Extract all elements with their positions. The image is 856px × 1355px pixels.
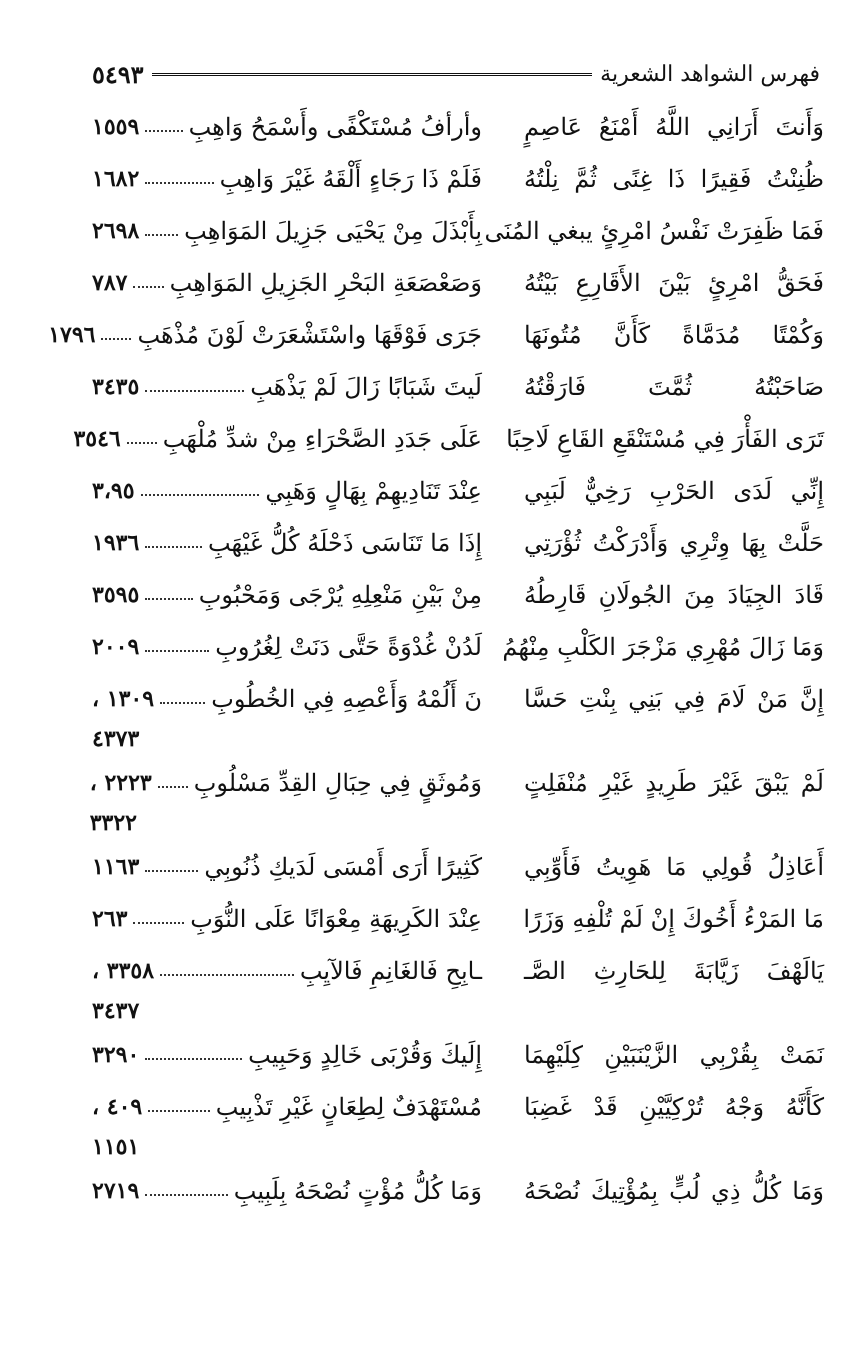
reference-number-continued: ١١٥١: [92, 1134, 140, 1160]
reference-number: ١٩٣٦: [92, 530, 140, 556]
dot-leader: [145, 390, 244, 392]
second-hemistich: لَيتَ شَبَابًا زَالَ لَمْ يَذْهَبِ: [250, 373, 482, 401]
reference-number: ٢٦٣: [92, 906, 128, 932]
index-entry: [92, 372, 824, 402]
second-hemistich-line: [92, 372, 482, 402]
second-hemistich: لَدُنْ غُدْوَةً حَتَّى دَنَتْ لِغُرُوبِ: [215, 633, 482, 661]
first-hemistich: ظُنِنْتُ فَقِيرًا ذَا غِنًى ثُمَّ نِلْتُهُ: [524, 165, 824, 193]
first-hemistich: إِنِّي لَدَى الحَرْبِ رَخِيٌّ لَبَبِي: [524, 477, 824, 505]
index-entry: [48, 320, 824, 350]
second-hemistich: مِنْ بَيْنِ مَنْعِلِهِ يُرْجَى وَمَحْبُوبِ: [198, 581, 482, 609]
first-hemistich: تَرَى الفَأْرَ فِي مُسْتَنْقَعِ القَاعِ لَاحِبًا: [506, 425, 824, 453]
index-entry: [92, 216, 824, 246]
second-hemistich: إِلَيكَ وَقُرْبَى خَالِدٍ وَحَبِيبِ: [248, 1041, 482, 1069]
index-entry: [92, 904, 824, 934]
dot-leader: [148, 1110, 210, 1112]
first-hemistich: فَمَا ظَفِرَتْ نَفْسُ امْرِئٍ يبغي المُنَى: [484, 217, 824, 245]
reference-number: ٢٧١٩: [92, 1178, 140, 1204]
second-hemistich-cell: [92, 476, 482, 506]
first-hemistich: حَلَّتْ بِهَا وِتْرِي وَأَدْرَكْتُ ثُؤْرَتِي: [524, 529, 824, 557]
first-hemistich: كَأَنَّهُ وَجْهُ تُرْكِيَّيْنِ قَدْ غَضِبَا: [524, 1093, 824, 1121]
second-hemistich: ـابِحِ فَالغَانِمِ فَالآيِبِ: [299, 957, 482, 985]
second-hemistich: وَمُوثَقٍ فِي حِبَالِ القِدِّ مَسْلُوبِ: [193, 769, 482, 797]
second-hemistich-line: [92, 476, 482, 506]
reference-number: ٤٠٩ ،: [92, 1094, 143, 1120]
second-hemistich-cell: [92, 684, 482, 754]
second-hemistich-cell: [73, 424, 482, 454]
second-hemistich-cell: [90, 768, 482, 838]
second-hemistich-line: [73, 424, 482, 454]
first-hemistich: فَحَقُّ امْرِئٍ بَيْنَ الأَقَارِعِ بَيْتُهُ: [524, 269, 824, 297]
second-hemistich-line: [92, 164, 482, 194]
dot-leader: [158, 786, 188, 788]
index-entry: [92, 632, 824, 662]
first-hemistich: نَمَتْ بِقُرْبِي الزَّيْنَبَيْنِ كِلَيْهِمَا: [524, 1041, 824, 1069]
page-header: [92, 58, 820, 90]
second-hemistich-cell: [92, 268, 482, 298]
second-hemistich: كَثِيرًا أَرَى أَمْسَى لَدَيكِ ذُنُوبِي: [204, 853, 482, 881]
first-hemistich: أَعَاذِلُ قُولِي مَا هَوِيتُ فَأَوِّبِي: [524, 853, 824, 881]
second-hemistich-line: [92, 112, 482, 142]
first-hemistich: مَا المَرْءُ أَخُوكَ إِنْ لَمْ تُلْفِهِ وَزَرًا: [523, 905, 824, 933]
index-entry: [92, 528, 824, 558]
dot-leader: [145, 650, 209, 652]
dot-leader: [101, 338, 131, 340]
dot-leader: [145, 546, 202, 548]
second-hemistich-line: [90, 768, 482, 798]
second-hemistich-line: [92, 1176, 482, 1206]
first-hemistich: لَمْ يَبْقَ غَيْرَ طَرِيدٍ غَيْرِ مُنْفَلِتٍ: [524, 769, 824, 797]
dot-leader: [127, 442, 157, 444]
second-hemistich-cell: [92, 956, 482, 1026]
reference-number: ٣،٩٥: [92, 478, 135, 504]
second-hemistich-line: [92, 632, 482, 662]
second-hemistich-line: [92, 956, 482, 986]
second-hemistich-cell: [92, 112, 482, 142]
first-hemistich: وَكُمْتًا مُدَمَّاةً كَأَنَّ مُتُونَهَا: [524, 321, 824, 349]
second-hemistich-line: [92, 904, 482, 934]
dot-leader: [141, 494, 260, 496]
index-entry: [92, 1040, 824, 1070]
second-hemistich: عِنْدَ تَنَادِيهِمْ بِهَالٍ وَهَبِي: [265, 477, 482, 505]
second-hemistich-line: [92, 268, 482, 298]
first-hemistich: وَأَنتَ أَرَانِي اللَّهُ أَمْنَعُ عَاصِمٍ: [524, 113, 824, 141]
dot-leader: [145, 1194, 227, 1196]
reference-number: ٣٥٤٦: [73, 426, 121, 452]
second-hemistich: إِذَا مَا تَنَاسَى ذَحْلَهُ كُلُّ غَيْهَبِ: [207, 529, 482, 557]
second-hemistich: فَلَمْ ذَا رَجَاءٍ أَلْقَهُ غَيْرَ وَاهِبِ: [219, 165, 482, 193]
reference-number: ١٦٨٢: [92, 166, 140, 192]
second-hemistich-line: [92, 1040, 482, 1070]
first-hemistich: إِنَّ مَنْ لَامَ فِي بَنِي بِنْتِ حَسَّا: [524, 685, 824, 713]
reference-number: ٣٢٩٠: [92, 1042, 140, 1068]
index-entry: [92, 580, 824, 610]
second-hemistich-cell: [92, 904, 482, 934]
second-hemistich-cell: [92, 632, 482, 662]
reference-number: ٣٣٥٨ ،: [92, 958, 155, 984]
index-entry: [92, 956, 824, 1026]
second-hemistich-cell: [92, 852, 482, 882]
reference-number-continued: ٤٣٧٣: [92, 726, 140, 752]
second-hemistich-cell: [92, 1176, 482, 1206]
second-hemistich-line: [92, 1092, 482, 1122]
second-hemistich-line: [92, 852, 482, 882]
index-entry: [92, 476, 824, 506]
reference-number: ٢٦٩٨: [92, 218, 140, 244]
second-hemistich-line: [48, 320, 482, 350]
second-hemistich-cell: [92, 1092, 482, 1162]
reference-number: ١٥٥٩: [92, 114, 140, 140]
dot-leader: [145, 870, 198, 872]
reference-number: ١٣٠٩ ،: [92, 686, 155, 712]
dot-leader: [160, 702, 205, 704]
reference-number: ٧٨٧: [92, 270, 128, 296]
second-hemistich-cell: [92, 216, 482, 246]
dot-leader: [145, 1058, 242, 1060]
reference-number: ١١٦٣: [92, 854, 140, 880]
dot-leader: [145, 182, 213, 184]
index-entry: [92, 164, 824, 194]
index-entry: [92, 852, 824, 882]
first-hemistich: قَادَ الجِيَادَ مِنَ الجُولَانِ قَارِطُهُ: [524, 581, 824, 609]
second-hemistich: وأرأفُ مُسْتَكْفًى وأَسْمَحُ وَاهِبِ: [188, 113, 482, 141]
second-hemistich: عَلَى جَدَدِ الصَّحْرَاءِ مِنْ شدِّ مُلْهَبِ: [162, 425, 482, 453]
reference-number-continued: ٣٤٣٧: [92, 998, 140, 1024]
second-hemistich: مُسْتَهْدَفٌ لِطِعَانٍ غَيْرِ تَذْبِيبِ: [215, 1093, 482, 1121]
reference-number: ٢٠٠٩: [92, 634, 140, 660]
dot-leader: [145, 598, 192, 600]
page-number: ٥٤٩٣: [92, 59, 144, 89]
index-entry: [92, 1176, 824, 1206]
reference-number: ٣٥٩٥: [92, 582, 140, 608]
first-hemistich: صَاحَبْتُهُ ثُمَّتَ فَارَقْتُهُ: [524, 373, 824, 401]
second-hemistich-line: [92, 216, 482, 246]
first-hemistich: وَمَا كُلُّ ذِي لُبٍّ بِمُؤْتِيكَ نُصْحَهُ: [524, 1177, 824, 1205]
reference-number: ٢٢٢٣ ،: [89, 770, 152, 796]
second-hemistich-line: [92, 684, 482, 714]
first-hemistich: وَمَا زَالَ مُهْرِي مَزْجَرَ الكَلْبِ مِنْهُمُ: [502, 633, 824, 661]
second-hemistich-cell: [92, 580, 482, 610]
first-hemistich: يَالَهْفَ زَيَّابَةَ لِلحَارِثِ الصَّـ: [524, 957, 824, 985]
second-hemistich-line: [92, 580, 482, 610]
second-hemistich: وَمَا كُلُّ مُؤْتٍ نُصْحَهُ بِلَبِيبِ: [233, 1177, 482, 1205]
dot-leader: [145, 234, 178, 236]
second-hemistich-line: [92, 528, 482, 558]
reference-number: ١٧٩٦: [48, 322, 96, 348]
reference-number: ٣٤٣٥: [92, 374, 140, 400]
second-hemistich: عِنْدَ الكَرِيهَةِ مِعْوَانًا عَلَى النُّوَبِ: [190, 905, 482, 933]
second-hemistich: وَصَعْصَعَةِ البَحْرِ الجَزِيلِ المَوَاهِبِ: [169, 269, 482, 297]
index-entry: [92, 1092, 824, 1162]
index-entry: [92, 268, 824, 298]
dot-leader: [145, 130, 182, 132]
second-hemistich: نَ أَلُمْهُ وَأَعْصِهِ فِي الخُطُوبِ: [211, 685, 482, 713]
index-entry: [73, 424, 824, 454]
reference-number-continued: ٣٣٢٢: [89, 810, 137, 836]
second-hemistich-cell: [48, 320, 482, 350]
page-title: فهرس الشواهد الشعرية: [600, 61, 820, 87]
index-entry: [92, 684, 824, 754]
index-entry: [89, 768, 824, 838]
second-hemistich-cell: [92, 372, 482, 402]
dot-leader: [133, 286, 163, 288]
header-divider: [152, 73, 593, 76]
dot-leader: [160, 974, 294, 976]
second-hemistich-cell: [92, 1040, 482, 1070]
second-hemistich: بِأَبْذَلَ مِنْ يَحْيَى جَزِيلَ المَوَاهِبِ: [184, 217, 482, 245]
second-hemistich-cell: [92, 528, 482, 558]
second-hemistich-cell: [92, 164, 482, 194]
dot-leader: [133, 922, 184, 924]
second-hemistich: جَرَى فَوْقَهَا واسْتَشْعَرَتْ لَوْنَ مُذْهَبِ: [137, 321, 482, 349]
index-entry: [92, 112, 824, 142]
